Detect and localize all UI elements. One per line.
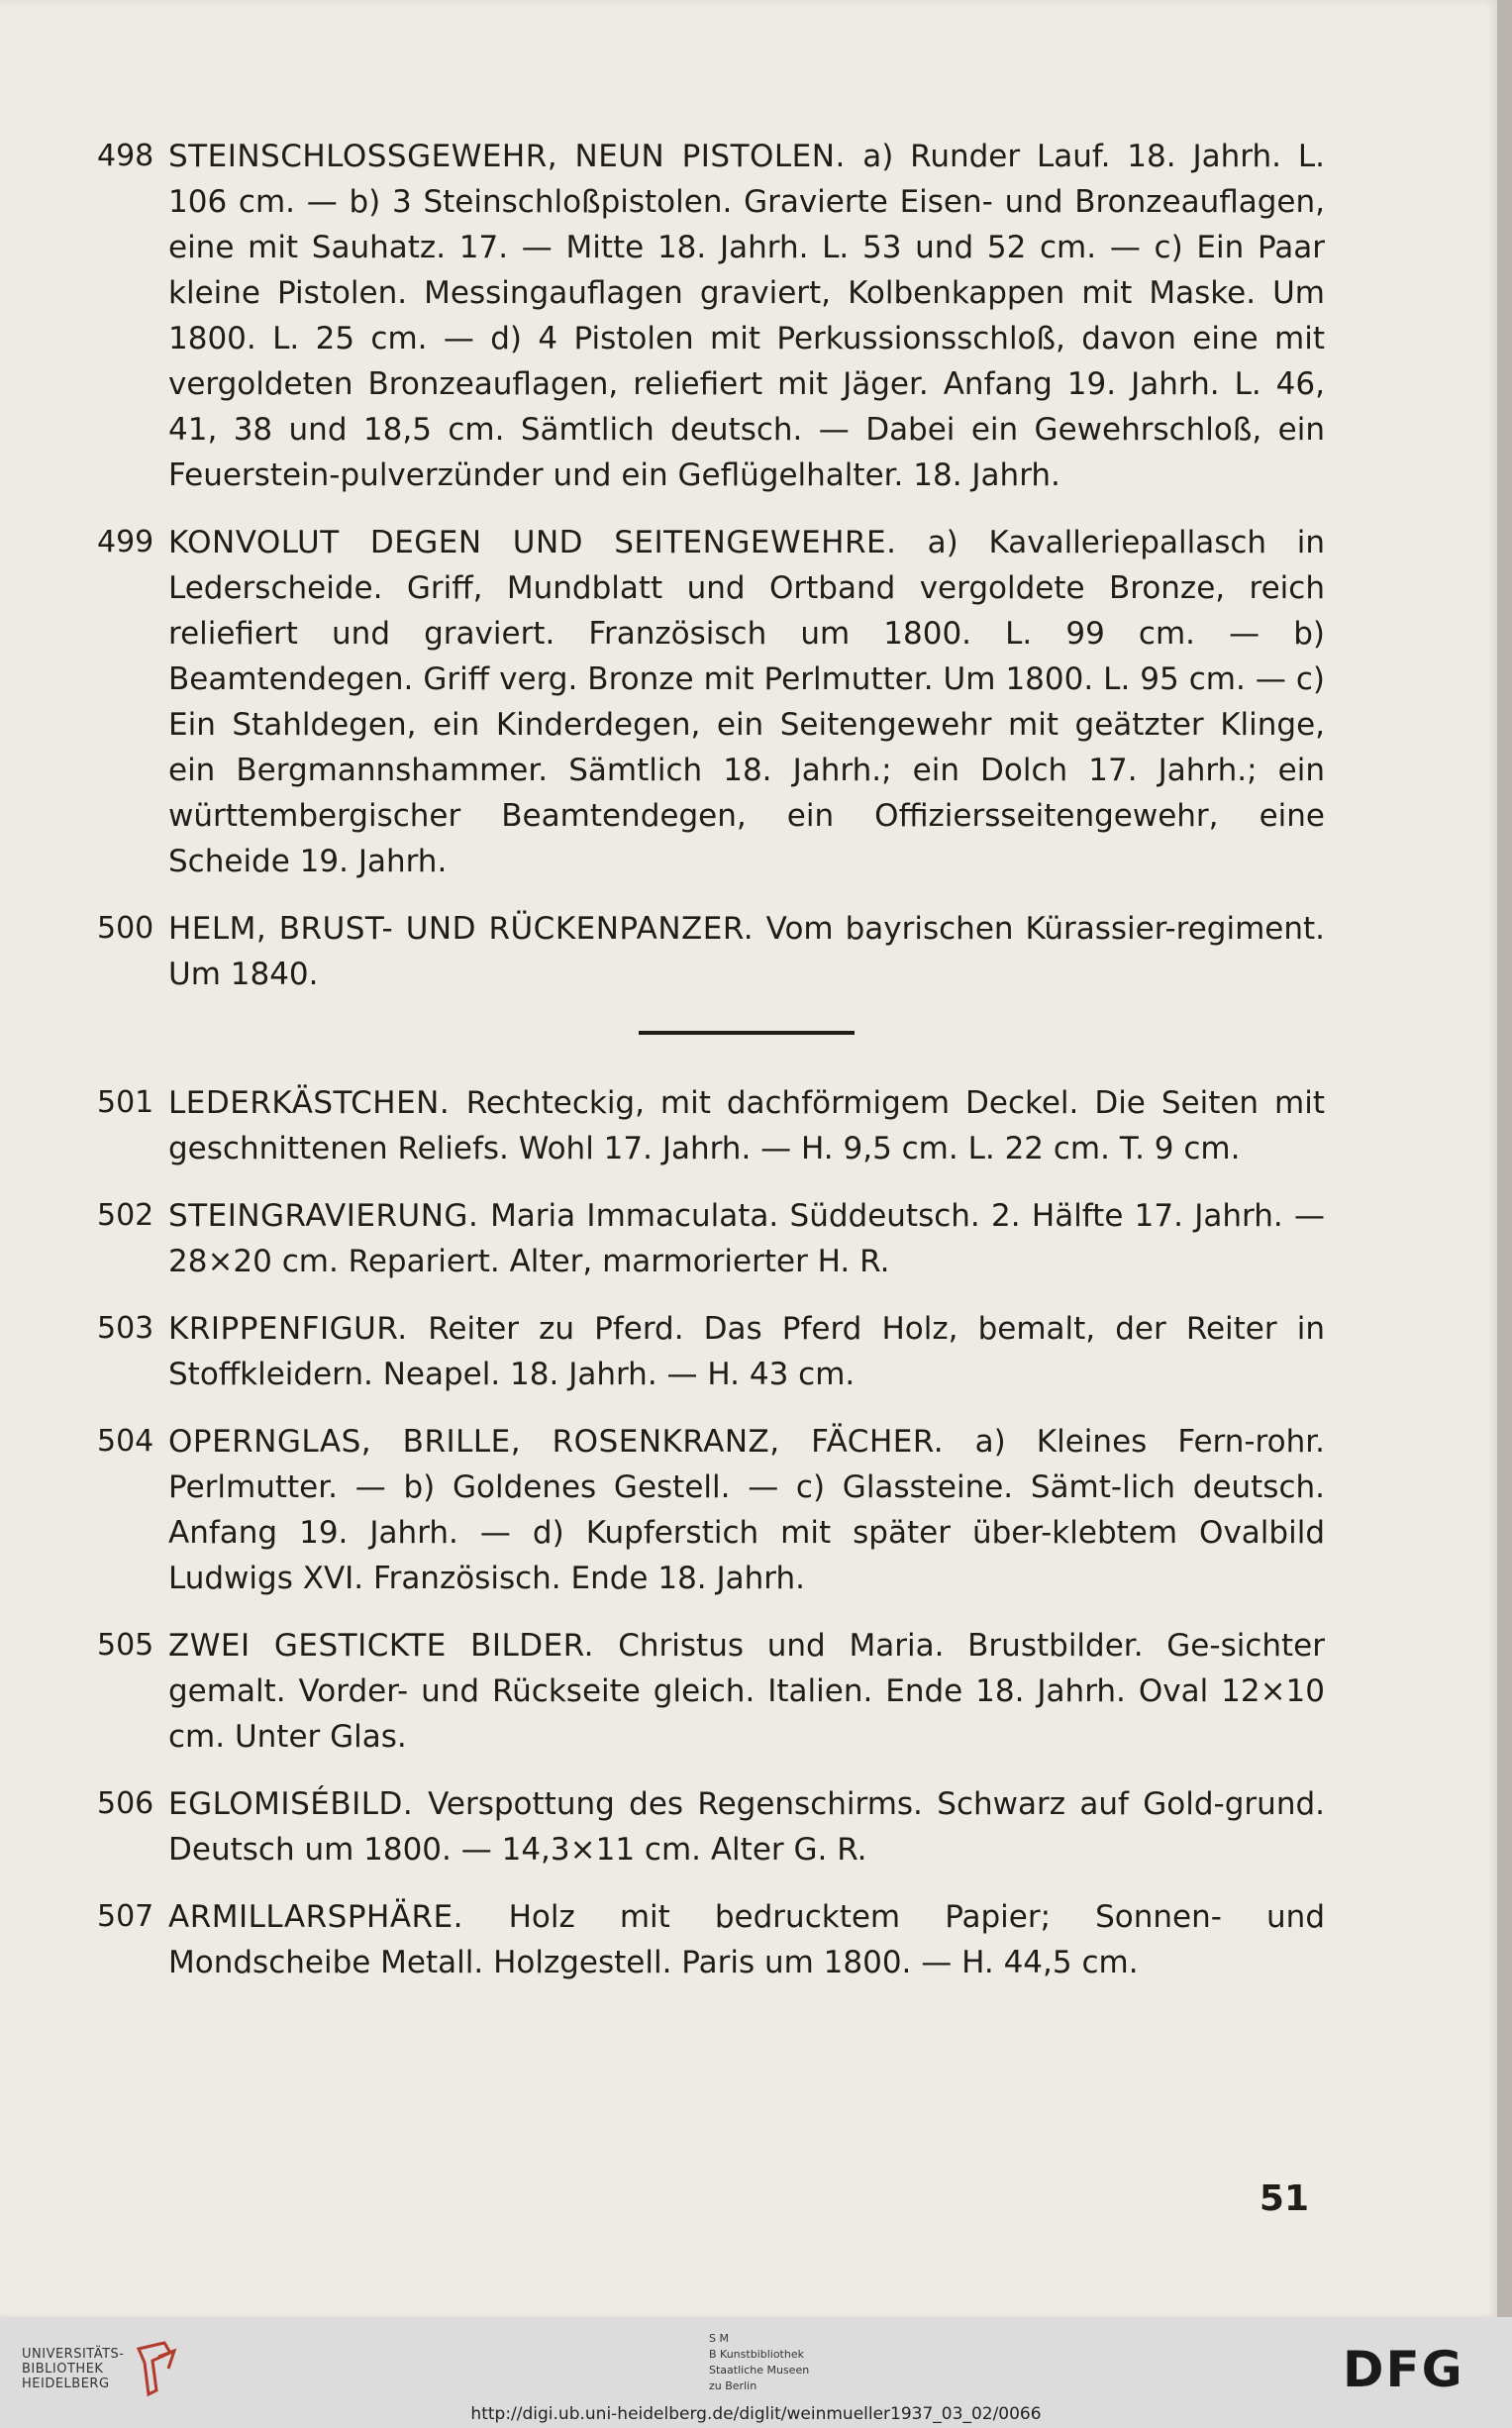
dfg-logo[interactable]: DFG [1343,2341,1464,2398]
heidelberg-library-logo[interactable]: UNIVERSITÄTS- BIBLIOTHEK HEIDELBERG [22,2347,125,2391]
entry-title: ZWEI GESTICKTE BILDER. [168,1628,619,1664]
catalog-entry-507 [97,1894,1325,1985]
page-number: 51 [1259,2178,1309,2219]
entry-body: a) Kavalleriepallasch in Lederscheide. Griff, Mundblatt und Ortband vergoldete Bronze, reich reliefiert und graviert. Französisch um 1800. L. 99 cm. — b) Beamtendegen. Griff verg. Bronze mit Perlmutter. Um 1800. L. 95 cm. — c) Ein Stahldegen, ein Kinderdegen, ein Seitengewehr mit geätzter Klinge, ein Bergmannshammer. Sämtlich 18. Jahrh.; ein Dolch 17. Jahrh.; ein württembergischer Beamtendegen, ein Offiziersseitengewehr, eine Scheide 19. Jahrh. [168,525,1325,879]
page-edge [1497,0,1512,2317]
entry-number: 506 [97,1786,154,1821]
permalink-url[interactable]: http://digi.ub.uni-heidelberg.de/diglit/weinmueller1937_03_02/0066 [470,2404,1042,2424]
entry-number: 498 [97,139,154,173]
entry-title: HELM, BRUST- UND RÜCKENPANZER. [168,911,766,947]
catalog-entry-501 [97,1080,1325,1171]
section-divider [639,1031,855,1035]
catalog-entry-498 [97,134,1325,498]
entry-number: 500 [97,911,154,946]
catalog-entry-500 [97,906,1325,997]
catalog-entry-505 [97,1623,1325,1760]
entry-title: STEINSCHLOSSGEWEHR, NEUN PISTOLEN. [168,139,863,174]
entry-number: 504 [97,1424,154,1459]
entry-body: Christus und Maria. Brustbilder. Ge-sichter gemalt. Vorder- und Rückseite gleich. Italien. Ende 18. Jahrh. Oval 12×10 cm. Unter Glas. [168,1628,1325,1755]
catalog-entry-502 [97,1193,1325,1284]
entry-title: ARMILLARSPHÄRE. [168,1899,509,1935]
entry-number: 505 [97,1628,154,1663]
entry-number: 507 [97,1899,154,1934]
entry-title: LEDERKÄSTCHEN. [168,1085,466,1121]
catalog-entry-499 [97,520,1325,884]
entry-body: Reiter zu Pferd. Das Pferd Holz, bemalt, der Reiter in Stoffkleidern. Neapel. 18. Jahrh. — H. 43 cm. [168,1311,1325,1392]
entry-number: 499 [97,525,154,559]
catalog-content [97,134,1325,2007]
entry-body: Vom bayrischen Kürassier-regiment. Um 1840. [168,911,1325,992]
entry-body: Holz mit bedrucktem Papier; Sonnen- und Mondscheibe Metall. Holzgestell. Paris um 1800. — H. 44,5 cm. [168,1899,1326,1980]
heidelberg-logo-icon [135,2339,178,2398]
entry-title: KONVOLUT DEGEN UND SEITENGEWEHRE. [168,525,928,560]
entry-title: KRIPPENFIGUR. [168,1311,429,1347]
entry-number: 502 [97,1198,154,1233]
catalog-entry-503 [97,1306,1325,1397]
entry-body: a) Runder Lauf. 18. Jahrh. L. 106 cm. — b) 3 Steinschloßpistolen. Gravierte Eisen- und Bronzeauflagen, eine mit Sauhatz. 17. — Mitte 18. Jahrh. L. 53 und 52 cm. — c) Ein Paar kleine Pistolen. Messingauflagen graviert, Kolbenkappen mit Maske. Um 1800. L. 25 cm. — d) 4 Pistolen mit Perkussionsschloß, davon eine mit vergoldeten Bronzeauflagen, reliefiert mit Jäger. Anfang 19. Jahrh. L. 46, 41, 38 und 18,5 cm. Sämtlich deutsch. — Dabei ein Gewehrschloß, ein Feuerstein-pulverzünder und ein Geflügelhalter. 18. Jahrh. [168,139,1325,493]
entry-body: Maria Immaculata. Süddeutsch. 2. Hälfte 17. Jahrh. — 28×20 cm. Repariert. Alter, marmorierter H. R. [168,1198,1325,1279]
digitization-footer [0,2317,1512,2428]
entry-title: EGLOMISÉBILD. [168,1786,429,1822]
entry-title: OPERNGLAS, BRILLE, ROSENKRANZ, FÄCHER. [168,1424,975,1460]
catalog-entry-506 [97,1781,1325,1872]
smb-kunstbibliothek-logo[interactable]: S M B Kunstbibliothek Staatliche Museen zu Berlin [709,2332,810,2392]
entry-number: 503 [97,1311,154,1346]
entry-title: STEINGRAVIERUNG. [168,1198,491,1234]
catalog-entry-504 [97,1419,1325,1601]
entry-body: Rechteckig, mit dachförmigem Deckel. Die Seiten mit geschnittenen Reliefs. Wohl 17. Jahrh. — H. 9,5 cm. L. 22 cm. T. 9 cm. [168,1085,1325,1166]
entry-body: Verspottung des Regenschirms. Schwarz auf Gold-grund. Deutsch um 1800. — 14,3×11 cm. Alter G. R. [168,1786,1325,1868]
entry-body: a) Kleines Fern-rohr. Perlmutter. — b) Goldenes Gestell. — c) Glassteine. Sämt-lich deutsch. Anfang 19. Jahrh. — d) Kupferstich mit später über-klebtem Ovalbild Ludwigs XVI. Französisch. Ende 18. Jahrh. [168,1424,1325,1596]
entry-number: 501 [97,1085,154,1120]
